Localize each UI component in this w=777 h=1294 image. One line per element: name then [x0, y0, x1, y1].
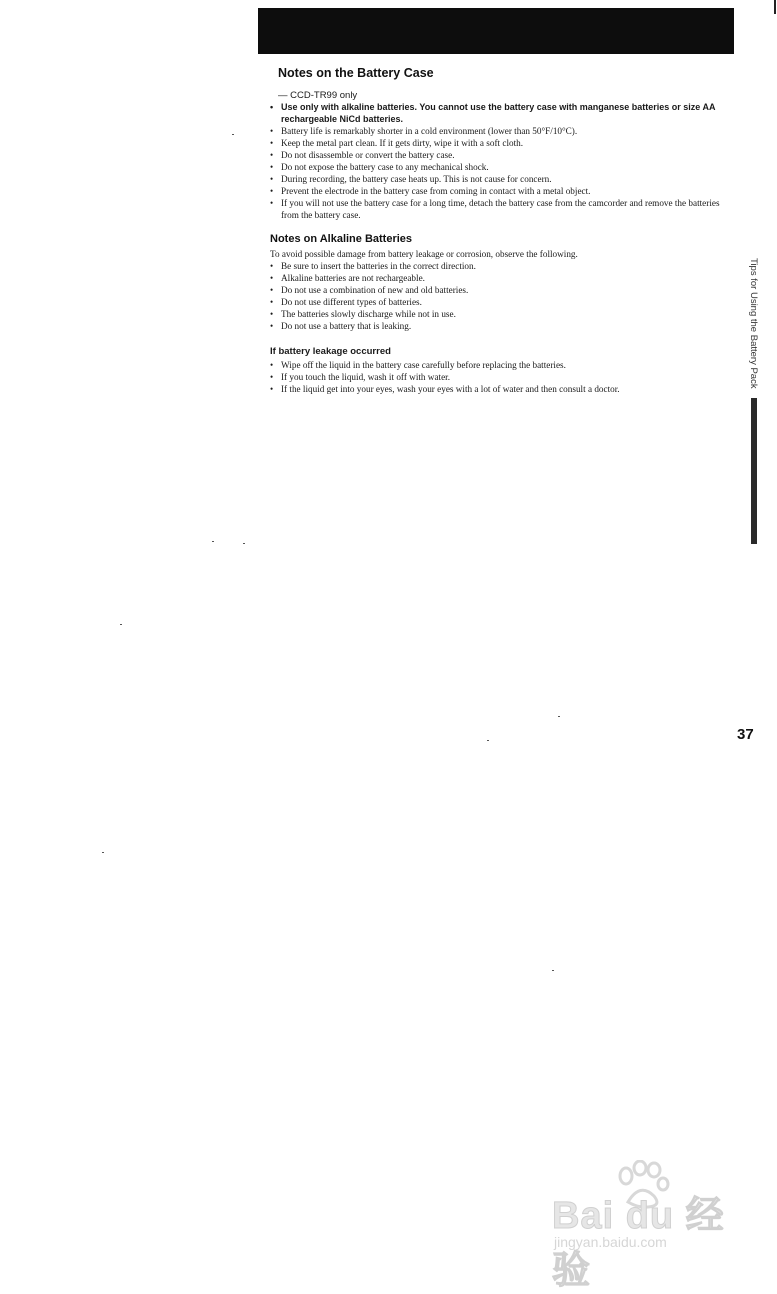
scan-speck: [120, 624, 122, 625]
list-item: • Do not expose the battery case to any mechanical shock.: [270, 161, 736, 173]
alkaline-list: [270, 260, 736, 332]
side-tab-bar: [751, 398, 757, 544]
list-item: • If the liquid get into your eyes, wash your eyes with a lot of water and then consult a doctor.: [270, 383, 736, 395]
list-item: • During recording, the battery case heats up. This is not cause for concern.: [270, 173, 736, 185]
header-bar: [258, 8, 734, 54]
side-tab-label: Tips for Using the Battery Pack: [748, 258, 759, 389]
model-note: — CCD-TR99 only: [278, 90, 358, 101]
list-item: • Be sure to insert the batteries in the correct direction.: [270, 260, 736, 272]
list-item: • Battery life is remarkably shorter in a cold environment (lower than 50°F/10°C).: [270, 125, 736, 137]
list-item: • Do not use a combination of new and old batteries.: [270, 284, 736, 296]
scan-speck: [243, 543, 245, 544]
list-item: • The batteries slowly discharge while not in use.: [270, 308, 736, 320]
list-item: • Do not use a battery that is leaking.: [270, 320, 736, 332]
battery-case-list: [270, 102, 736, 221]
watermark-logo: Bai du 经验: [552, 1195, 725, 1292]
list-item: • Alkaline batteries are not rechargeable.: [270, 272, 736, 284]
battery-case-heading: Notes on the Battery Case: [278, 66, 434, 80]
scan-speck: [232, 134, 234, 135]
scan-speck: [558, 716, 560, 717]
list-item: • Keep the metal part clean. If it gets dirty, wipe it with a soft cloth.: [270, 137, 736, 149]
alkaline-heading: Notes on Alkaline Batteries: [270, 233, 413, 245]
scan-speck: [212, 541, 214, 542]
list-item: • Wipe off the liquid in the battery case carefully before replacing the batteries.: [270, 359, 736, 371]
scan-speck: [102, 852, 104, 853]
baidu-watermark: [552, 1160, 732, 1292]
header-edge-mark: [774, 0, 776, 14]
list-item: • If you touch the liquid, wash it off with water.: [270, 371, 736, 383]
page-content: [270, 66, 736, 395]
leakage-heading: If battery leakage occurred: [270, 346, 391, 357]
alkaline-intro: To avoid possible damage from battery leakage or corrosion, observe the following.: [270, 249, 578, 259]
list-item: • Do not use different types of batteries.: [270, 296, 736, 308]
page-number: 37: [737, 726, 754, 743]
watermark-url: jingyan.baidu.com: [554, 1234, 667, 1250]
list-item: • Prevent the electrode in the battery case from coming in contact with a metal object.: [270, 185, 736, 197]
list-item: • Use only with alkaline batteries. You cannot use the battery case with manganese batteries or size AA rechargeable NiCd batteries.: [270, 102, 736, 125]
list-item: • Do not disassemble or convert the battery case.: [270, 149, 736, 161]
leakage-list: [270, 359, 736, 395]
scan-speck: [487, 740, 489, 741]
list-item: • If you will not use the battery case for a long time, detach the battery case from the camcorder and remove the batteries from the battery case.: [270, 197, 736, 221]
scan-speck: [552, 970, 554, 971]
